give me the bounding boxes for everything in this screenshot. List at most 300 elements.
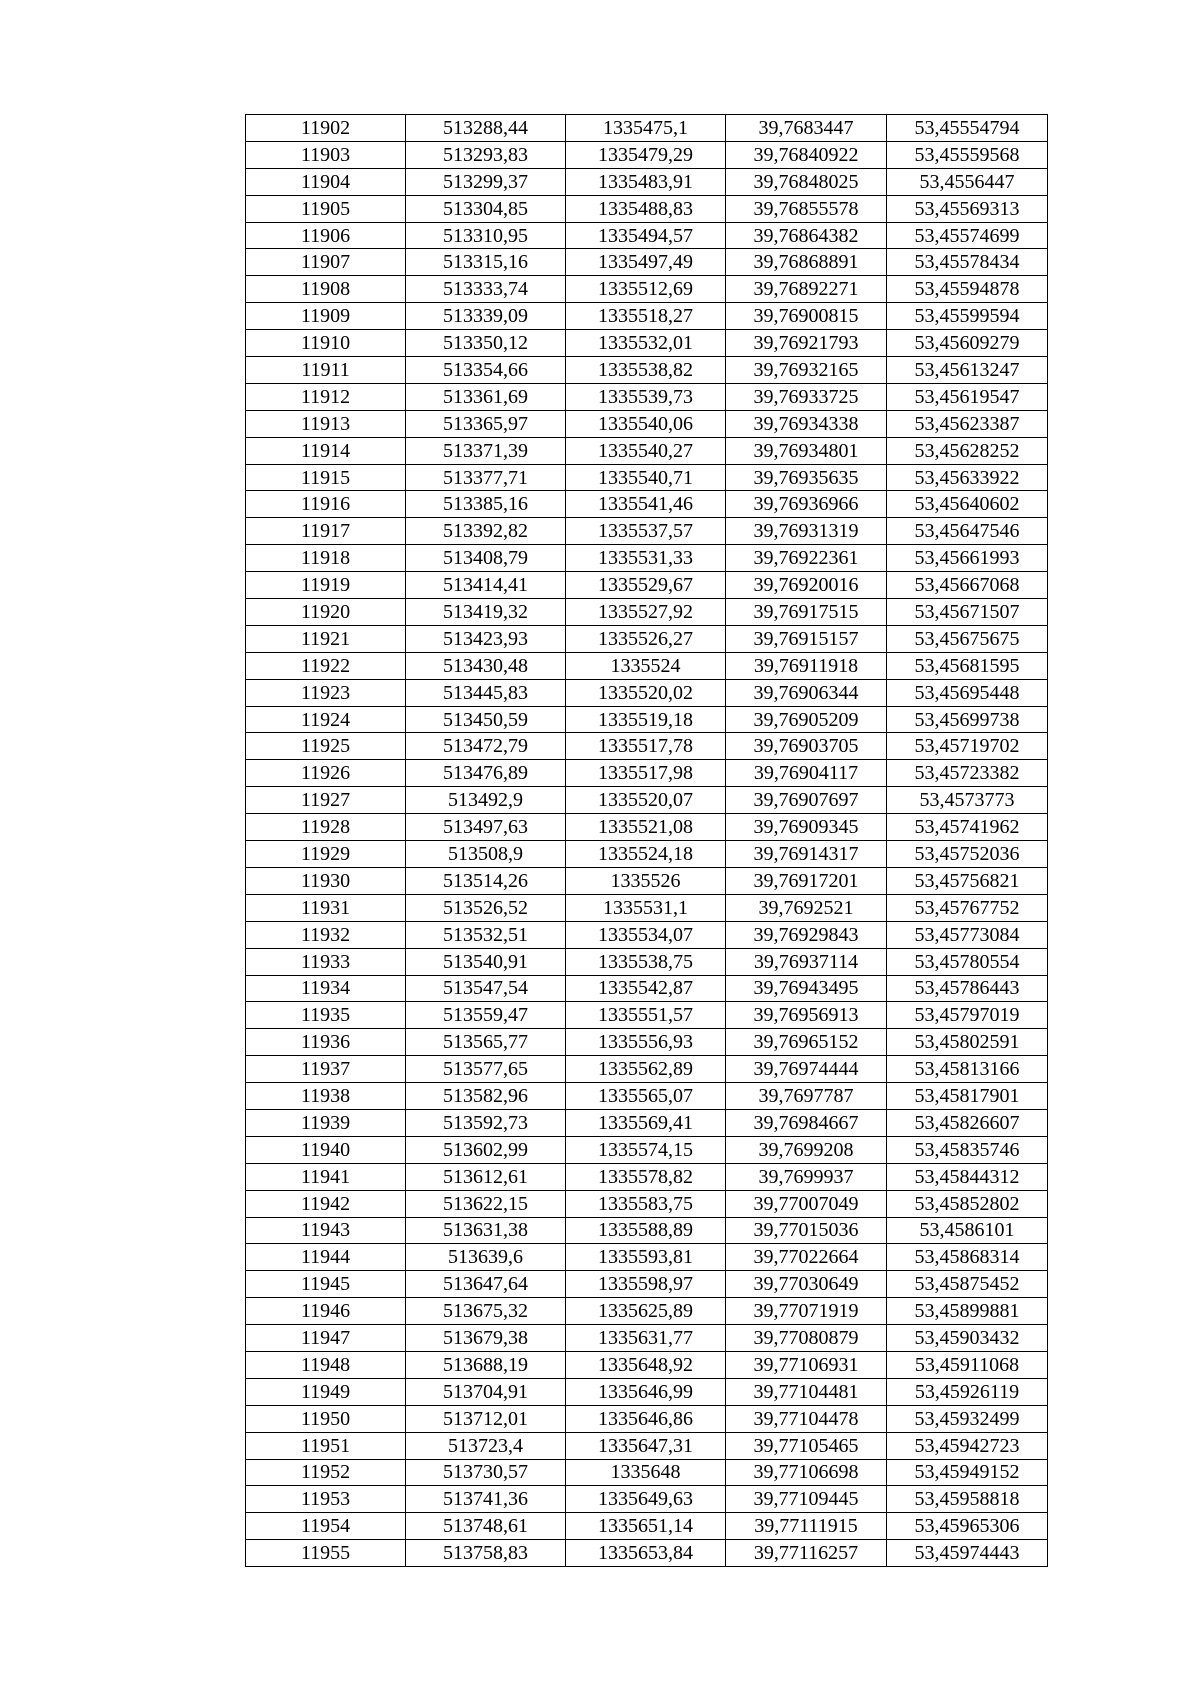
latitude-cell: 53,45613247 (887, 357, 1048, 384)
table-row (246, 330, 1048, 357)
x-coordinate-cell: 513472,79 (406, 733, 566, 760)
latitude-cell: 53,45569313 (887, 195, 1048, 222)
y-coordinate-cell: 1335569,41 (566, 1109, 726, 1136)
y-coordinate-cell: 1335646,86 (566, 1405, 726, 1432)
point-number-cell: 11907 (246, 249, 406, 276)
longitude-cell: 39,76956913 (726, 1002, 887, 1029)
table-row (246, 222, 1048, 249)
y-coordinate-cell: 1335517,78 (566, 733, 726, 760)
longitude-cell: 39,76934801 (726, 437, 887, 464)
point-number-cell: 11906 (246, 222, 406, 249)
point-number-cell: 11902 (246, 115, 406, 142)
longitude-cell: 39,7683447 (726, 115, 887, 142)
x-coordinate-cell: 513450,59 (406, 706, 566, 733)
point-number-cell: 11953 (246, 1486, 406, 1513)
x-coordinate-cell: 513679,38 (406, 1325, 566, 1352)
latitude-cell: 53,45623387 (887, 410, 1048, 437)
x-coordinate-cell: 513385,16 (406, 491, 566, 518)
y-coordinate-cell: 1335537,57 (566, 518, 726, 545)
latitude-cell: 53,45719702 (887, 733, 1048, 760)
longitude-cell: 39,77116257 (726, 1540, 887, 1567)
coordinates-table-body (246, 115, 1048, 1567)
y-coordinate-cell: 1335651,14 (566, 1513, 726, 1540)
x-coordinate-cell: 513688,19 (406, 1351, 566, 1378)
point-number-cell: 11913 (246, 410, 406, 437)
x-coordinate-cell: 513639,6 (406, 1244, 566, 1271)
y-coordinate-cell: 1335517,98 (566, 760, 726, 787)
y-coordinate-cell: 1335538,75 (566, 948, 726, 975)
x-coordinate-cell: 513748,61 (406, 1513, 566, 1540)
table-row (246, 1163, 1048, 1190)
latitude-cell: 53,45723382 (887, 760, 1048, 787)
table-row (246, 599, 1048, 626)
table-row (246, 921, 1048, 948)
y-coordinate-cell: 1335562,89 (566, 1056, 726, 1083)
longitude-cell: 39,76922361 (726, 545, 887, 572)
longitude-cell: 39,76911918 (726, 652, 887, 679)
x-coordinate-cell: 513514,26 (406, 867, 566, 894)
x-coordinate-cell: 513547,54 (406, 975, 566, 1002)
longitude-cell: 39,7699937 (726, 1163, 887, 1190)
x-coordinate-cell: 513559,47 (406, 1002, 566, 1029)
table-row (246, 410, 1048, 437)
longitude-cell: 39,76965152 (726, 1029, 887, 1056)
table-row (246, 787, 1048, 814)
table-row (246, 814, 1048, 841)
point-number-cell: 11939 (246, 1109, 406, 1136)
y-coordinate-cell: 1335647,31 (566, 1432, 726, 1459)
point-number-cell: 11921 (246, 625, 406, 652)
x-coordinate-cell: 513293,83 (406, 141, 566, 168)
latitude-cell: 53,4573773 (887, 787, 1048, 814)
y-coordinate-cell: 1335526,27 (566, 625, 726, 652)
latitude-cell: 53,45942723 (887, 1432, 1048, 1459)
point-number-cell: 11954 (246, 1513, 406, 1540)
latitude-cell: 53,45835746 (887, 1136, 1048, 1163)
latitude-cell: 53,45699738 (887, 706, 1048, 733)
latitude-cell: 53,45817901 (887, 1083, 1048, 1110)
x-coordinate-cell: 513361,69 (406, 383, 566, 410)
x-coordinate-cell: 513582,96 (406, 1083, 566, 1110)
point-number-cell: 11912 (246, 383, 406, 410)
point-number-cell: 11919 (246, 572, 406, 599)
x-coordinate-cell: 513723,4 (406, 1432, 566, 1459)
point-number-cell: 11924 (246, 706, 406, 733)
longitude-cell: 39,76840922 (726, 141, 887, 168)
longitude-cell: 39,77104481 (726, 1378, 887, 1405)
table-row (246, 1513, 1048, 1540)
y-coordinate-cell: 1335540,71 (566, 464, 726, 491)
x-coordinate-cell: 513310,95 (406, 222, 566, 249)
latitude-cell: 53,45875452 (887, 1271, 1048, 1298)
latitude-cell: 53,45958818 (887, 1486, 1048, 1513)
table-row (246, 1378, 1048, 1405)
x-coordinate-cell: 513414,41 (406, 572, 566, 599)
y-coordinate-cell: 1335556,93 (566, 1029, 726, 1056)
point-number-cell: 11937 (246, 1056, 406, 1083)
table-row (246, 894, 1048, 921)
longitude-cell: 39,7692521 (726, 894, 887, 921)
table-row (246, 760, 1048, 787)
point-number-cell: 11955 (246, 1540, 406, 1567)
point-number-cell: 11911 (246, 357, 406, 384)
y-coordinate-cell: 1335488,83 (566, 195, 726, 222)
y-coordinate-cell: 1335531,1 (566, 894, 726, 921)
y-coordinate-cell: 1335531,33 (566, 545, 726, 572)
y-coordinate-cell: 1335483,91 (566, 168, 726, 195)
longitude-cell: 39,77007049 (726, 1190, 887, 1217)
y-coordinate-cell: 1335593,81 (566, 1244, 726, 1271)
x-coordinate-cell: 513304,85 (406, 195, 566, 222)
point-number-cell: 11930 (246, 867, 406, 894)
latitude-cell: 53,45974443 (887, 1540, 1048, 1567)
x-coordinate-cell: 513758,83 (406, 1540, 566, 1567)
point-number-cell: 11918 (246, 545, 406, 572)
x-coordinate-cell: 513476,89 (406, 760, 566, 787)
y-coordinate-cell: 1335625,89 (566, 1298, 726, 1325)
x-coordinate-cell: 513647,64 (406, 1271, 566, 1298)
longitude-cell: 39,7699208 (726, 1136, 887, 1163)
latitude-cell: 53,45695448 (887, 679, 1048, 706)
table-row (246, 1325, 1048, 1352)
longitude-cell: 39,77080879 (726, 1325, 887, 1352)
longitude-cell: 39,77030649 (726, 1271, 887, 1298)
y-coordinate-cell: 1335526 (566, 867, 726, 894)
x-coordinate-cell: 513631,38 (406, 1217, 566, 1244)
latitude-cell: 53,45647546 (887, 518, 1048, 545)
latitude-cell: 53,45667068 (887, 572, 1048, 599)
y-coordinate-cell: 1335540,27 (566, 437, 726, 464)
x-coordinate-cell: 513333,74 (406, 276, 566, 303)
latitude-cell: 53,45965306 (887, 1513, 1048, 1540)
latitude-cell: 53,45619547 (887, 383, 1048, 410)
longitude-cell: 39,76917201 (726, 867, 887, 894)
y-coordinate-cell: 1335588,89 (566, 1217, 726, 1244)
y-coordinate-cell: 1335479,29 (566, 141, 726, 168)
latitude-cell: 53,45559568 (887, 141, 1048, 168)
point-number-cell: 11934 (246, 975, 406, 1002)
y-coordinate-cell: 1335532,01 (566, 330, 726, 357)
point-number-cell: 11931 (246, 894, 406, 921)
x-coordinate-cell: 513392,82 (406, 518, 566, 545)
latitude-cell: 53,45911068 (887, 1351, 1048, 1378)
x-coordinate-cell: 513704,91 (406, 1378, 566, 1405)
point-number-cell: 11933 (246, 948, 406, 975)
table-row (246, 1217, 1048, 1244)
longitude-cell: 39,76920016 (726, 572, 887, 599)
table-row (246, 733, 1048, 760)
point-number-cell: 11951 (246, 1432, 406, 1459)
latitude-cell: 53,45628252 (887, 437, 1048, 464)
table-row (246, 1056, 1048, 1083)
longitude-cell: 39,77015036 (726, 1217, 887, 1244)
table-row (246, 195, 1048, 222)
table-row (246, 1432, 1048, 1459)
point-number-cell: 11909 (246, 303, 406, 330)
y-coordinate-cell: 1335649,63 (566, 1486, 726, 1513)
point-number-cell: 11904 (246, 168, 406, 195)
x-coordinate-cell: 513540,91 (406, 948, 566, 975)
latitude-cell: 53,45554794 (887, 115, 1048, 142)
table-row (246, 1244, 1048, 1271)
latitude-cell: 53,4586101 (887, 1217, 1048, 1244)
table-row (246, 437, 1048, 464)
y-coordinate-cell: 1335538,82 (566, 357, 726, 384)
x-coordinate-cell: 513419,32 (406, 599, 566, 626)
table-row (246, 383, 1048, 410)
latitude-cell: 53,45574699 (887, 222, 1048, 249)
longitude-cell: 39,7697787 (726, 1083, 887, 1110)
point-number-cell: 11947 (246, 1325, 406, 1352)
longitude-cell: 39,77104478 (726, 1405, 887, 1432)
latitude-cell: 53,45797019 (887, 1002, 1048, 1029)
longitude-cell: 39,76903705 (726, 733, 887, 760)
table-row (246, 464, 1048, 491)
point-number-cell: 11945 (246, 1271, 406, 1298)
point-number-cell: 11950 (246, 1405, 406, 1432)
table-row (246, 249, 1048, 276)
y-coordinate-cell: 1335512,69 (566, 276, 726, 303)
longitude-cell: 39,76935635 (726, 464, 887, 491)
table-row (246, 679, 1048, 706)
latitude-cell: 53,45826607 (887, 1109, 1048, 1136)
y-coordinate-cell: 1335524 (566, 652, 726, 679)
latitude-cell: 53,45752036 (887, 841, 1048, 868)
table-row (246, 491, 1048, 518)
table-row (246, 1486, 1048, 1513)
latitude-cell: 53,45681595 (887, 652, 1048, 679)
latitude-cell: 53,45767752 (887, 894, 1048, 921)
latitude-cell: 53,45926119 (887, 1378, 1048, 1405)
point-number-cell: 11920 (246, 599, 406, 626)
longitude-cell: 39,76917515 (726, 599, 887, 626)
longitude-cell: 39,76905209 (726, 706, 887, 733)
x-coordinate-cell: 513288,44 (406, 115, 566, 142)
point-number-cell: 11941 (246, 1163, 406, 1190)
x-coordinate-cell: 513602,99 (406, 1136, 566, 1163)
x-coordinate-cell: 513365,97 (406, 410, 566, 437)
y-coordinate-cell: 1335539,73 (566, 383, 726, 410)
table-row (246, 545, 1048, 572)
latitude-cell: 53,45756821 (887, 867, 1048, 894)
latitude-cell: 53,45640602 (887, 491, 1048, 518)
point-number-cell: 11946 (246, 1298, 406, 1325)
point-number-cell: 11910 (246, 330, 406, 357)
x-coordinate-cell: 513377,71 (406, 464, 566, 491)
x-coordinate-cell: 513339,09 (406, 303, 566, 330)
point-number-cell: 11927 (246, 787, 406, 814)
x-coordinate-cell: 513712,01 (406, 1405, 566, 1432)
longitude-cell: 39,76943495 (726, 975, 887, 1002)
x-coordinate-cell: 513371,39 (406, 437, 566, 464)
longitude-cell: 39,77109445 (726, 1486, 887, 1513)
latitude-cell: 53,45899881 (887, 1298, 1048, 1325)
x-coordinate-cell: 513675,32 (406, 1298, 566, 1325)
longitude-cell: 39,77105465 (726, 1432, 887, 1459)
table-row (246, 141, 1048, 168)
x-coordinate-cell: 513508,9 (406, 841, 566, 868)
longitude-cell: 39,76864382 (726, 222, 887, 249)
table-row (246, 1190, 1048, 1217)
longitude-cell: 39,76915157 (726, 625, 887, 652)
table-row (246, 652, 1048, 679)
table-row (246, 276, 1048, 303)
longitude-cell: 39,76934338 (726, 410, 887, 437)
longitude-cell: 39,76868891 (726, 249, 887, 276)
latitude-cell: 53,45903432 (887, 1325, 1048, 1352)
y-coordinate-cell: 1335646,99 (566, 1378, 726, 1405)
longitude-cell: 39,76907697 (726, 787, 887, 814)
longitude-cell: 39,76855578 (726, 195, 887, 222)
latitude-cell: 53,45868314 (887, 1244, 1048, 1271)
point-number-cell: 11932 (246, 921, 406, 948)
longitude-cell: 39,77106931 (726, 1351, 887, 1378)
y-coordinate-cell: 1335540,06 (566, 410, 726, 437)
table-row (246, 1029, 1048, 1056)
y-coordinate-cell: 1335578,82 (566, 1163, 726, 1190)
point-number-cell: 11952 (246, 1459, 406, 1486)
y-coordinate-cell: 1335583,75 (566, 1190, 726, 1217)
point-number-cell: 11917 (246, 518, 406, 545)
latitude-cell: 53,45932499 (887, 1405, 1048, 1432)
point-number-cell: 11938 (246, 1083, 406, 1110)
table-row (246, 975, 1048, 1002)
longitude-cell: 39,76932165 (726, 357, 887, 384)
latitude-cell: 53,45609279 (887, 330, 1048, 357)
longitude-cell: 39,76936966 (726, 491, 887, 518)
table-row (246, 1405, 1048, 1432)
latitude-cell: 53,45594878 (887, 276, 1048, 303)
longitude-cell: 39,76937114 (726, 948, 887, 975)
latitude-cell: 53,45802591 (887, 1029, 1048, 1056)
y-coordinate-cell: 1335518,27 (566, 303, 726, 330)
latitude-cell: 53,45844312 (887, 1163, 1048, 1190)
table-row (246, 1459, 1048, 1486)
y-coordinate-cell: 1335542,87 (566, 975, 726, 1002)
point-number-cell: 11935 (246, 1002, 406, 1029)
y-coordinate-cell: 1335574,15 (566, 1136, 726, 1163)
x-coordinate-cell: 513612,61 (406, 1163, 566, 1190)
longitude-cell: 39,77106698 (726, 1459, 887, 1486)
longitude-cell: 39,76931319 (726, 518, 887, 545)
table-row (246, 303, 1048, 330)
y-coordinate-cell: 1335529,67 (566, 572, 726, 599)
x-coordinate-cell: 513622,15 (406, 1190, 566, 1217)
y-coordinate-cell: 1335494,57 (566, 222, 726, 249)
coordinates-table (245, 114, 1048, 1567)
y-coordinate-cell: 1335648 (566, 1459, 726, 1486)
longitude-cell: 39,76906344 (726, 679, 887, 706)
y-coordinate-cell: 1335475,1 (566, 115, 726, 142)
longitude-cell: 39,77111915 (726, 1513, 887, 1540)
y-coordinate-cell: 1335520,07 (566, 787, 726, 814)
x-coordinate-cell: 513565,77 (406, 1029, 566, 1056)
latitude-cell: 53,45852802 (887, 1190, 1048, 1217)
point-number-cell: 11928 (246, 814, 406, 841)
point-number-cell: 11929 (246, 841, 406, 868)
longitude-cell: 39,76900815 (726, 303, 887, 330)
latitude-cell: 53,45675675 (887, 625, 1048, 652)
y-coordinate-cell: 1335519,18 (566, 706, 726, 733)
latitude-cell: 53,45671507 (887, 599, 1048, 626)
longitude-cell: 39,76914317 (726, 841, 887, 868)
x-coordinate-cell: 513592,73 (406, 1109, 566, 1136)
point-number-cell: 11948 (246, 1351, 406, 1378)
x-coordinate-cell: 513315,16 (406, 249, 566, 276)
y-coordinate-cell: 1335520,02 (566, 679, 726, 706)
table-row (246, 115, 1048, 142)
latitude-cell: 53,4556447 (887, 168, 1048, 195)
table-row (246, 948, 1048, 975)
longitude-cell: 39,77022664 (726, 1244, 887, 1271)
point-number-cell: 11922 (246, 652, 406, 679)
table-row (246, 357, 1048, 384)
point-number-cell: 11925 (246, 733, 406, 760)
table-row (246, 1136, 1048, 1163)
point-number-cell: 11905 (246, 195, 406, 222)
longitude-cell: 39,76921793 (726, 330, 887, 357)
y-coordinate-cell: 1335541,46 (566, 491, 726, 518)
x-coordinate-cell: 513430,48 (406, 652, 566, 679)
longitude-cell: 39,76892271 (726, 276, 887, 303)
y-coordinate-cell: 1335648,92 (566, 1351, 726, 1378)
y-coordinate-cell: 1335497,49 (566, 249, 726, 276)
y-coordinate-cell: 1335534,07 (566, 921, 726, 948)
table-row (246, 572, 1048, 599)
x-coordinate-cell: 513299,37 (406, 168, 566, 195)
longitude-cell: 39,76984667 (726, 1109, 887, 1136)
point-number-cell: 11943 (246, 1217, 406, 1244)
latitude-cell: 53,45599594 (887, 303, 1048, 330)
x-coordinate-cell: 513497,63 (406, 814, 566, 841)
latitude-cell: 53,45813166 (887, 1056, 1048, 1083)
table-row (246, 1109, 1048, 1136)
longitude-cell: 39,77071919 (726, 1298, 887, 1325)
x-coordinate-cell: 513730,57 (406, 1459, 566, 1486)
y-coordinate-cell: 1335521,08 (566, 814, 726, 841)
longitude-cell: 39,76933725 (726, 383, 887, 410)
y-coordinate-cell: 1335565,07 (566, 1083, 726, 1110)
longitude-cell: 39,76848025 (726, 168, 887, 195)
longitude-cell: 39,76909345 (726, 814, 887, 841)
point-number-cell: 11936 (246, 1029, 406, 1056)
point-number-cell: 11949 (246, 1378, 406, 1405)
latitude-cell: 53,45578434 (887, 249, 1048, 276)
point-number-cell: 11915 (246, 464, 406, 491)
y-coordinate-cell: 1335598,97 (566, 1271, 726, 1298)
x-coordinate-cell: 513526,52 (406, 894, 566, 921)
table-row (246, 867, 1048, 894)
x-coordinate-cell: 513423,93 (406, 625, 566, 652)
x-coordinate-cell: 513492,9 (406, 787, 566, 814)
latitude-cell: 53,45633922 (887, 464, 1048, 491)
x-coordinate-cell: 513445,83 (406, 679, 566, 706)
y-coordinate-cell: 1335524,18 (566, 841, 726, 868)
point-number-cell: 11923 (246, 679, 406, 706)
table-row (246, 1351, 1048, 1378)
latitude-cell: 53,45949152 (887, 1459, 1048, 1486)
longitude-cell: 39,76929843 (726, 921, 887, 948)
x-coordinate-cell: 513408,79 (406, 545, 566, 572)
point-number-cell: 11942 (246, 1190, 406, 1217)
table-row (246, 841, 1048, 868)
y-coordinate-cell: 1335527,92 (566, 599, 726, 626)
point-number-cell: 11914 (246, 437, 406, 464)
table-row (246, 1540, 1048, 1567)
y-coordinate-cell: 1335551,57 (566, 1002, 726, 1029)
x-coordinate-cell: 513354,66 (406, 357, 566, 384)
table-row (246, 168, 1048, 195)
